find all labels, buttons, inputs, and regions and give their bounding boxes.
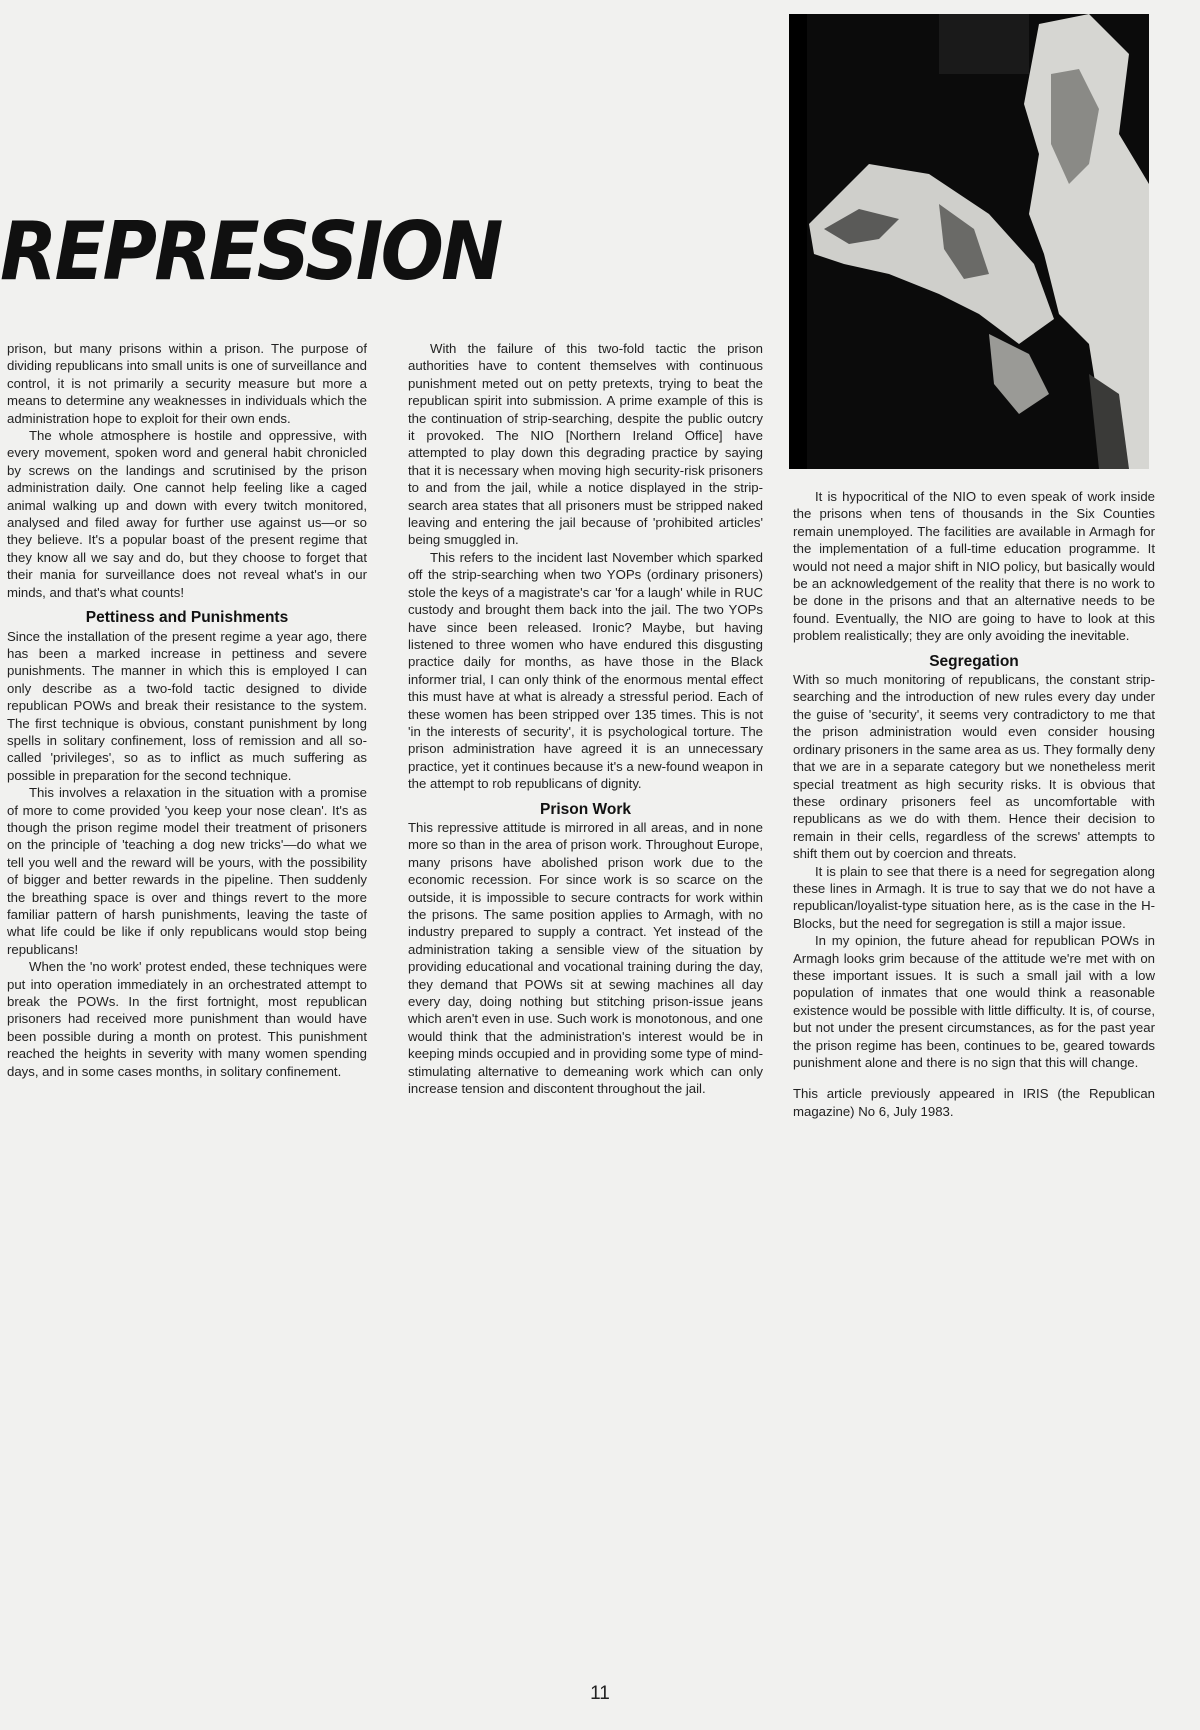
page-number: 11 (590, 1683, 610, 1704)
paragraph: With the failure of this two-fold tactic the prison authorities have to content themselves with continuous punishment meted out on petty pretexts, trying to beat the republican spirit into submission. A prime example of this is the continuation of strip-searching, despite the public outcry it provoked. The NIO [Northern Ireland Office] have attempted to play down this degrading practice by saying that it is necessary when moving high security-risk prisoners to and from the jail, while a notice displayed in the strip-search area states that all prisoners must be stripped naked leaving and entering the jail because of 'prohibited articles' being smuggled in. (408, 341, 763, 548)
paragraph: It is hypocritical of the NIO to even speak of work inside the prisons when tens of thousands in the Six Counties remain unemployed. The facilities are available in Armagh for the implementation of a full-time education programme. It would not need a major shift in NIO policy, but basically would be an acknowledgement of the reality that there is no work to be done in the prisons and that an alternative needs to be found. Eventually, the NIO are going to have to look at this problem realistically; they are only avoiding the inevitable. (793, 489, 1155, 644)
paragraph: With so much monitoring of republicans, the constant strip-searching and the introduction of new rules every day under the guise of 'security', it seems very contradictory to me that the prison administration would even consider housing ordinary prisoners in the same area as us. They formally deny that we are in a separate category but we nonetheless merit special treatment as high security risks. It is obvious that these ordinary prisoners feel as uncomfortable with republicans as we do with them. Hence their decision to remain in their cells, regardless of the screws' attempts to shift them out by coercion and threats. (793, 672, 1155, 862)
paragraph: The whole atmosphere is hostile and oppressive, with every movement, spoken word and general habit chronicled by screws on the landings and scrutinised by the prison administration daily. One cannot help feeling like a caged animal walking up and down with every twitch monitored, analysed and filed away for further use against us—or so they believe. It's a popular boast of the present regime that they know all we say and do, but they choose to forget that their mania for surveillance does not reveal what's in our minds, and that's what counts! (7, 428, 367, 600)
paragraph: This repressive attitude is mirrored in all areas, and in none more so than in the area of prison work. Throughout Europe, many prisons have abolished prison work due to the economic recession. For since work is so scarce on the outside, it is impossible to secure contracts for work within the prisons. The same position applies to Armagh, with no industry prepared to supply a contract. Yet instead of the administration taking a sensible view of the situation by providing educational and vocational training during the day, they demand that POWs sit at sewing machines all day every day, doing nothing but stitching prison-issue jeans which aren't even in use. Such work is monotonous, and one would think that the administration's interest would be in keeping minds occupied and in providing some type of mind-stimulating alternative to demeaning work which can only increase tension and discontent throughout the jail. (408, 819, 763, 1097)
source-note: This article previously appeared in IRIS (the Republican magazine) No 6, July 1983. (793, 1086, 1155, 1119)
photo-prisoner-silhouette (789, 14, 1149, 469)
column-1 (7, 340, 367, 1675)
column-2 (408, 340, 763, 1675)
paragraph: Since the installation of the present regime a year ago, there has been a marked increase in pettiness and severe punishments. The manner in which this is employed I can only describe as a two-fold tactic designed to divide republican POWs and break their resistance to the system. The first technique is obvious, constant punishment by long spells in solitary confinement, loss of remission and all so-called 'privileges', so as to inflict as much suffering as possible in preparation for the second technique. (7, 628, 367, 783)
paragraph: This refers to the incident last November which sparked off the strip-searching when two YOPs (ordinary prisoners) stole the keys of a magistrate's car 'for a laugh' while in RUC custody and brought them back into the jail. The two YOPs have since been released. Ironic? Maybe, but having listened to three women who have endured this disgusting practice daily for months, as have those in the Black informer trial, I can only think of the enormous mental effect this must have at what is already a stressful period. Each of these women has been stripped over 135 times. This is not 'in the interests of security', it is psychological torture. The prison administration have agreed it is an unnecessary practice, yet it continues because it's a new-found weapon in the attempt to rob republicans of dignity. (408, 549, 763, 792)
column-3 (793, 488, 1155, 1678)
headline: REPRESSION (0, 205, 501, 298)
photo-prisoner-silhouette-icon (789, 14, 1149, 469)
section-heading: Segregation (929, 652, 1019, 670)
paragraph: In my opinion, the future ahead for republican POWs in Armagh looks grim because of the attitude we're met with on these important issues. It is such a small jail with a low population of inmates that one would think a reasonable existence would be possible with little difficulty. It is, of course, but not under the present circumstances, as for the past year the prison regime has been, continues to be, geared towards punishment alone and there is no sign that this will change. (793, 933, 1155, 1070)
paragraph: When the 'no work' protest ended, these techniques were put into operation immediately in an orchestrated attempt to break the POWs. In the first fortnight, most republican prisoners had received more punishment than would have been possible during a month on protest. This punishment reached the heights in severity with many women spending days, and in some cases months, in solitary confinement. (7, 959, 367, 1079)
paragraph: It is plain to see that there is a need for segregation along these lines in Armagh. It is true to say that we do not have a republican/loyalist-type situation here, as is the case in the H-Blocks, but the need for segregation is still a major issue. (793, 863, 1155, 931)
paragraph: This involves a relaxation in the situation with a promise of more to come provided 'you keep your nose clean'. It's as though the prison regime model their treatment of prisoners on the principle of 'teaching a dog new tricks'—do what we tell you well and the reward will be yours, with the possibility of bigger and better rewards in the pipeline. Then suddenly the breathing space is over and things revert to the more familiar pattern of harsh punishments, leaving the taste of what life could be like if only republicans would stop being republicans! (7, 785, 367, 957)
section-heading: Pettiness and Punishments (85, 609, 289, 627)
section-heading: Prison Work (539, 800, 631, 818)
paragraph: prison, but many prisons within a prison. The purpose of dividing republicans into small units is one of surveillance and control, it is not primarily a security measure but more a means to determine any weaknesses in individuals which the administration hope to exploit for their own ends. (7, 341, 367, 426)
